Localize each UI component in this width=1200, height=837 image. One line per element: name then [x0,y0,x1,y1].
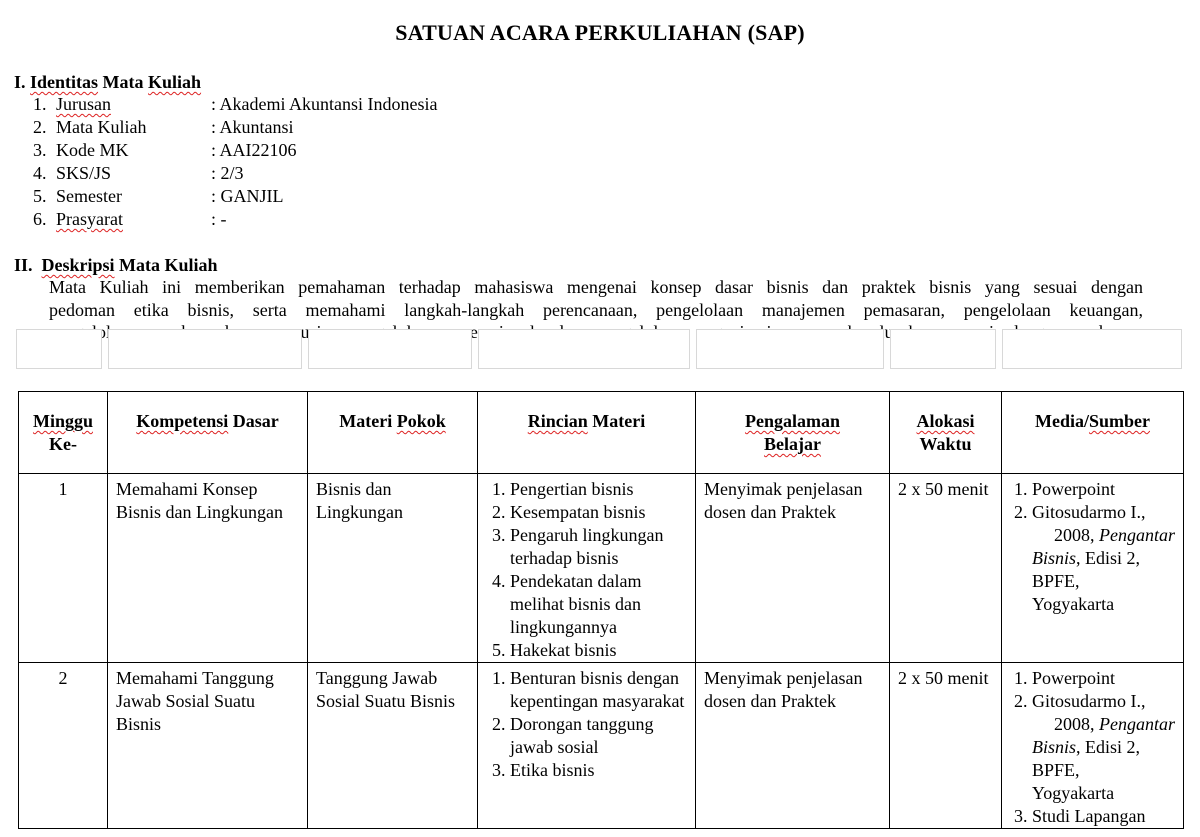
header-kompetensi: Kompetensi Dasar [108,392,308,474]
header-minggu: Minggu Ke- [19,392,108,474]
heading-word: Kuliah [148,72,202,92]
list-item: 1. Pengertian bisnis [510,478,687,501]
identity-row [33,116,212,139]
course-description [49,276,1143,322]
row-value: : GANJIL [211,186,284,206]
row-label: Mata Kuliah [56,117,147,137]
cell-materi: Tanggung Jawab Sosial Suatu Bisnis [308,663,478,829]
section-roman: II. [14,255,33,275]
row-value: : Akuntansi [211,117,294,137]
header-pengalaman: Pengalaman Belajar [696,392,890,474]
document-title: SATUAN ACARA PERKULIAHAN (SAP) [395,20,805,45]
identity-row [33,162,212,185]
identity-row [33,93,212,116]
row-number: 6. [33,209,47,229]
overlay-box [1002,329,1182,369]
list-item: 4. Pendekatan dalam melihat bisnis dan lingkungannya [510,570,687,639]
overlay-box [478,329,690,369]
header-rincian: Rincian Materi [478,392,696,474]
cell-kompetensi: Memahami Tanggung Jawab Sosial Suatu Bisnis [108,663,308,829]
description-line: Mata Kuliah ini memberikan pemahaman terhadap mahasiswa mengenai konsep dasar bisnis dan praktek bisnis yang sesuai dengan [49,277,1143,297]
row-label: SKS/JS [56,163,112,183]
row-value: : AAI22106 [211,140,297,160]
table-row [19,474,1184,663]
cell-alokasi: 2 x 50 menit [890,474,1002,663]
row-value: : Akademi Akuntansi Indonesia [211,94,438,114]
row-number: 4. [33,163,47,183]
cell-minggu: 1 [19,474,108,663]
heading-word: Mata [102,72,144,92]
row-label: Semester [56,186,122,206]
list-item: 2. Dorongan tanggung jawab sosial [510,713,687,759]
overlay-box [308,329,472,369]
cell-media [1002,474,1184,663]
table-row [19,663,1184,829]
identity-row [33,208,212,231]
header-media: Media/Sumber [1002,392,1184,474]
cell-rincian [478,663,696,829]
heading-word: Identitas [30,72,99,92]
row-number: 5. [33,186,47,206]
overlay-box [696,329,884,369]
cell-alokasi: 2 x 50 menit [890,663,1002,829]
section-identitas-heading [14,72,201,93]
overlay-box [890,329,996,369]
header-alokasi: Alokasi Waktu [890,392,1002,474]
list-item: 3. Studi Lapangan [1032,805,1175,828]
cell-pengalaman: Menyimak penjelasan dosen dan Praktek [696,474,890,663]
row-number: 2. [33,117,47,137]
section-roman: I. [14,72,26,92]
row-value: : - [211,209,227,229]
list-item: 5. Hakekat bisnis [510,639,687,662]
list-item: 1. Powerpoint [1032,478,1175,501]
row-number: 1. [33,94,47,114]
row-label: Prasyarat [56,209,123,229]
sap-table [18,391,1184,829]
overlay-box [16,329,102,369]
identity-row [33,185,212,208]
row-number: 3. [33,140,47,160]
list-item: 2. Kesempatan bisnis [510,501,687,524]
row-value: : 2/3 [211,163,244,183]
cell-pengalaman: Menyimak penjelasan dosen dan Praktek [696,663,890,829]
description-line: pedoman etika bisnis, serta memahami langkah-langkah perencanaan, pengelolaan manajemen pemasaran, pengelolaan keuangan, [49,300,1143,320]
list-item: 3. Pengaruh lingkungan terhadap bisnis [510,524,687,570]
heading-word: Deskripsi [41,255,115,275]
cell-materi: Bisnis dan Lingkungan [308,474,478,663]
cell-media [1002,663,1184,829]
list-item: 3. Etika bisnis [510,759,687,782]
row-label: Kode MK [56,140,129,160]
section-deskripsi-heading [14,255,218,276]
heading-word: Mata Kuliah [119,255,218,275]
cell-minggu: 2 [19,663,108,829]
row-label: Jurusan [56,94,111,114]
table-header-row [19,392,1184,474]
list-item: 1. Powerpoint [1032,667,1175,690]
cell-kompetensi: Memahami Konsep Bisnis dan Lingkungan [108,474,308,663]
header-materi: Materi Pokok [308,392,478,474]
cell-rincian [478,474,696,663]
identity-row [33,139,212,162]
list-item: 2. Gitosudarmo I., 2008, Pengantar Bisnis, Edisi 2, BPFE, Yogyakarta [1032,690,1175,805]
overlay-box [108,329,302,369]
list-item: 2. Gitosudarmo I., 2008, Pengantar Bisnis, Edisi 2, BPFE, Yogyakarta [1032,501,1175,616]
list-item: 1. Benturan bisnis dengan kepentingan masyarakat [510,667,687,713]
